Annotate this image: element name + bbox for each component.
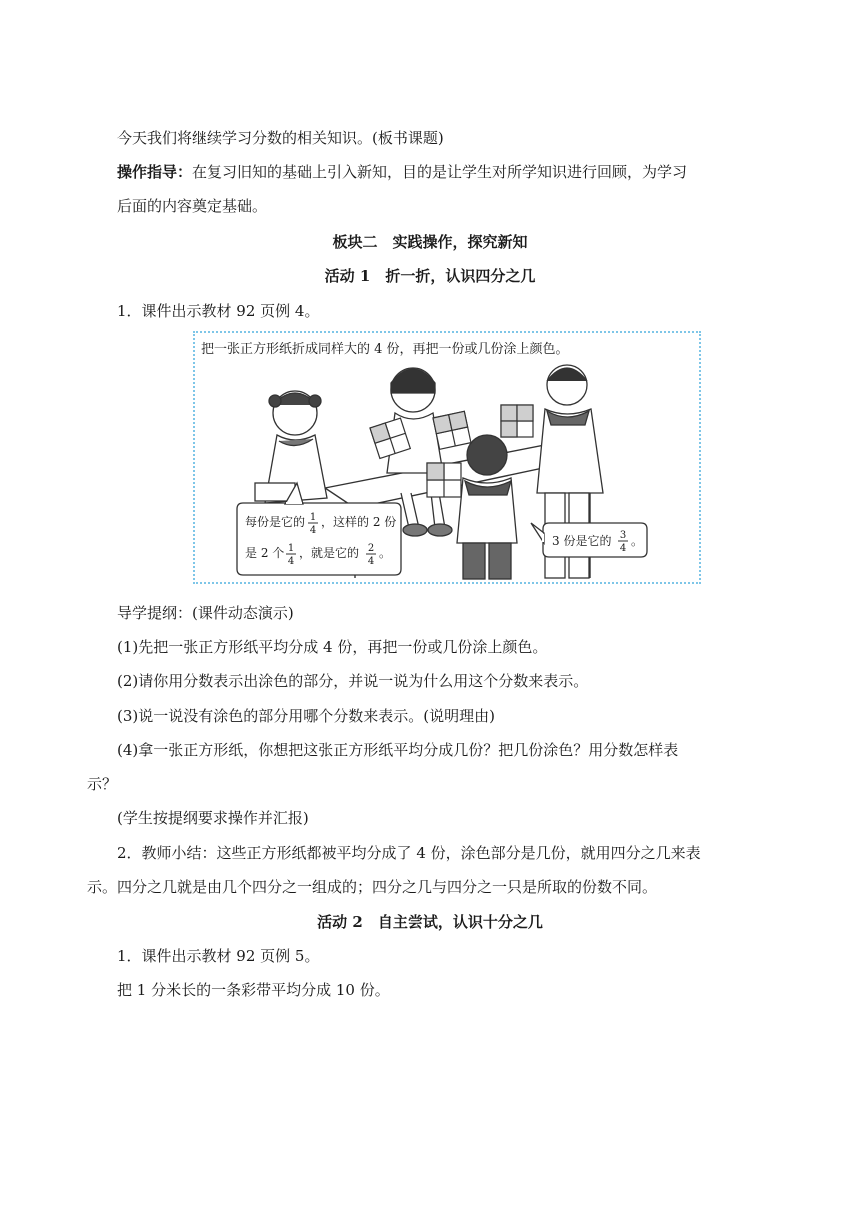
teacher-summary: 2．教师小结：这些正方形纸都被平均分成了 4 份，涂色部分是几份，就用四分之几来表 bbox=[117, 844, 701, 862]
ribbon-instruction: 把 1 分米长的一条彩带平均分成 10 份。 bbox=[117, 981, 390, 999]
svg-text:每份是它的: 每份是它的 bbox=[245, 515, 306, 529]
guide-title: 导学提纲：(课件动态演示) bbox=[117, 604, 294, 622]
guide-item-4: (4)拿一张正方形纸，你想把这张正方形纸平均分成几份？把几份涂色？用分数怎样表 bbox=[117, 741, 679, 759]
svg-text:是 2 个: 是 2 个 bbox=[245, 546, 285, 560]
figure-caption: 把一张正方形纸折成同样大的 4 份，再把一份或几份涂上颜色。 bbox=[201, 342, 569, 357]
operation-guide-continuation: 后面的内容奠定基础。 bbox=[117, 197, 268, 215]
student-report-note: (学生按提纲要求操作并汇报) bbox=[117, 809, 309, 827]
svg-text:。: 。 bbox=[379, 546, 392, 560]
svg-text:3: 3 bbox=[619, 530, 627, 541]
paper-square-4 bbox=[427, 463, 461, 497]
svg-text:1: 1 bbox=[309, 512, 317, 523]
guide-item-2: (2)请你用分数表示出涂色的部分，并说一说为什么用这个分数来表示。 bbox=[117, 672, 589, 690]
svg-text:，这样的 2 份: ，这样的 2 份 bbox=[321, 515, 397, 529]
step-1-activity-2: 1．课件出示教材 92 页例 5。 bbox=[117, 947, 320, 965]
svg-text:。: 。 bbox=[631, 534, 644, 548]
svg-text:2: 2 bbox=[367, 543, 375, 554]
operation-guide-paragraph bbox=[117, 162, 777, 182]
teacher-summary-continuation: 示。四分之几就是由几个四分之一组成的；四分之几与四分之一只是所取的份数不同。 bbox=[87, 878, 658, 896]
paper-square-3 bbox=[501, 405, 533, 437]
illustration-svg bbox=[195, 333, 699, 582]
paper-square-2 bbox=[433, 411, 471, 449]
activity-2-title: 活动 2 自主尝试，认识十分之几 bbox=[317, 913, 543, 931]
svg-text:4: 4 bbox=[287, 556, 295, 567]
activity-1-title: 活动 1 折一折，认识四分之几 bbox=[324, 267, 536, 285]
svg-text:4: 4 bbox=[367, 556, 375, 567]
svg-text:1: 1 bbox=[287, 543, 295, 554]
svg-text:4: 4 bbox=[619, 543, 627, 554]
svg-text:，就是它的: ，就是它的 bbox=[299, 546, 360, 560]
section-title: 板块二 实践操作，探究新知 bbox=[332, 233, 528, 251]
svg-text:4: 4 bbox=[309, 525, 317, 536]
guide-item-3: (3)说一说没有涂色的部分用哪个分数来表示。(说明理由) bbox=[117, 707, 495, 725]
textbook-illustration bbox=[193, 331, 701, 584]
girl-left-figure bbox=[255, 391, 327, 503]
guide-item-4-continuation: 示？ bbox=[87, 775, 118, 793]
step-1: 1．课件出示教材 92 页例 4。 bbox=[117, 302, 320, 320]
svg-text:3 份是它的: 3 份是它的 bbox=[552, 534, 612, 548]
guide-item-1: (1)先把一张正方形纸平均分成 4 份，再把一份或几份涂上颜色。 bbox=[117, 638, 548, 656]
operation-guide-label: 操作指导： bbox=[117, 163, 193, 181]
operation-guide-text: 在复习旧知的基础上引入新知，目的是让学生对所学知识进行回顾，为学习 bbox=[192, 163, 688, 181]
intro-paragraph: 今天我们将继续学习分数的相关知识。(板书课题) bbox=[117, 129, 444, 147]
